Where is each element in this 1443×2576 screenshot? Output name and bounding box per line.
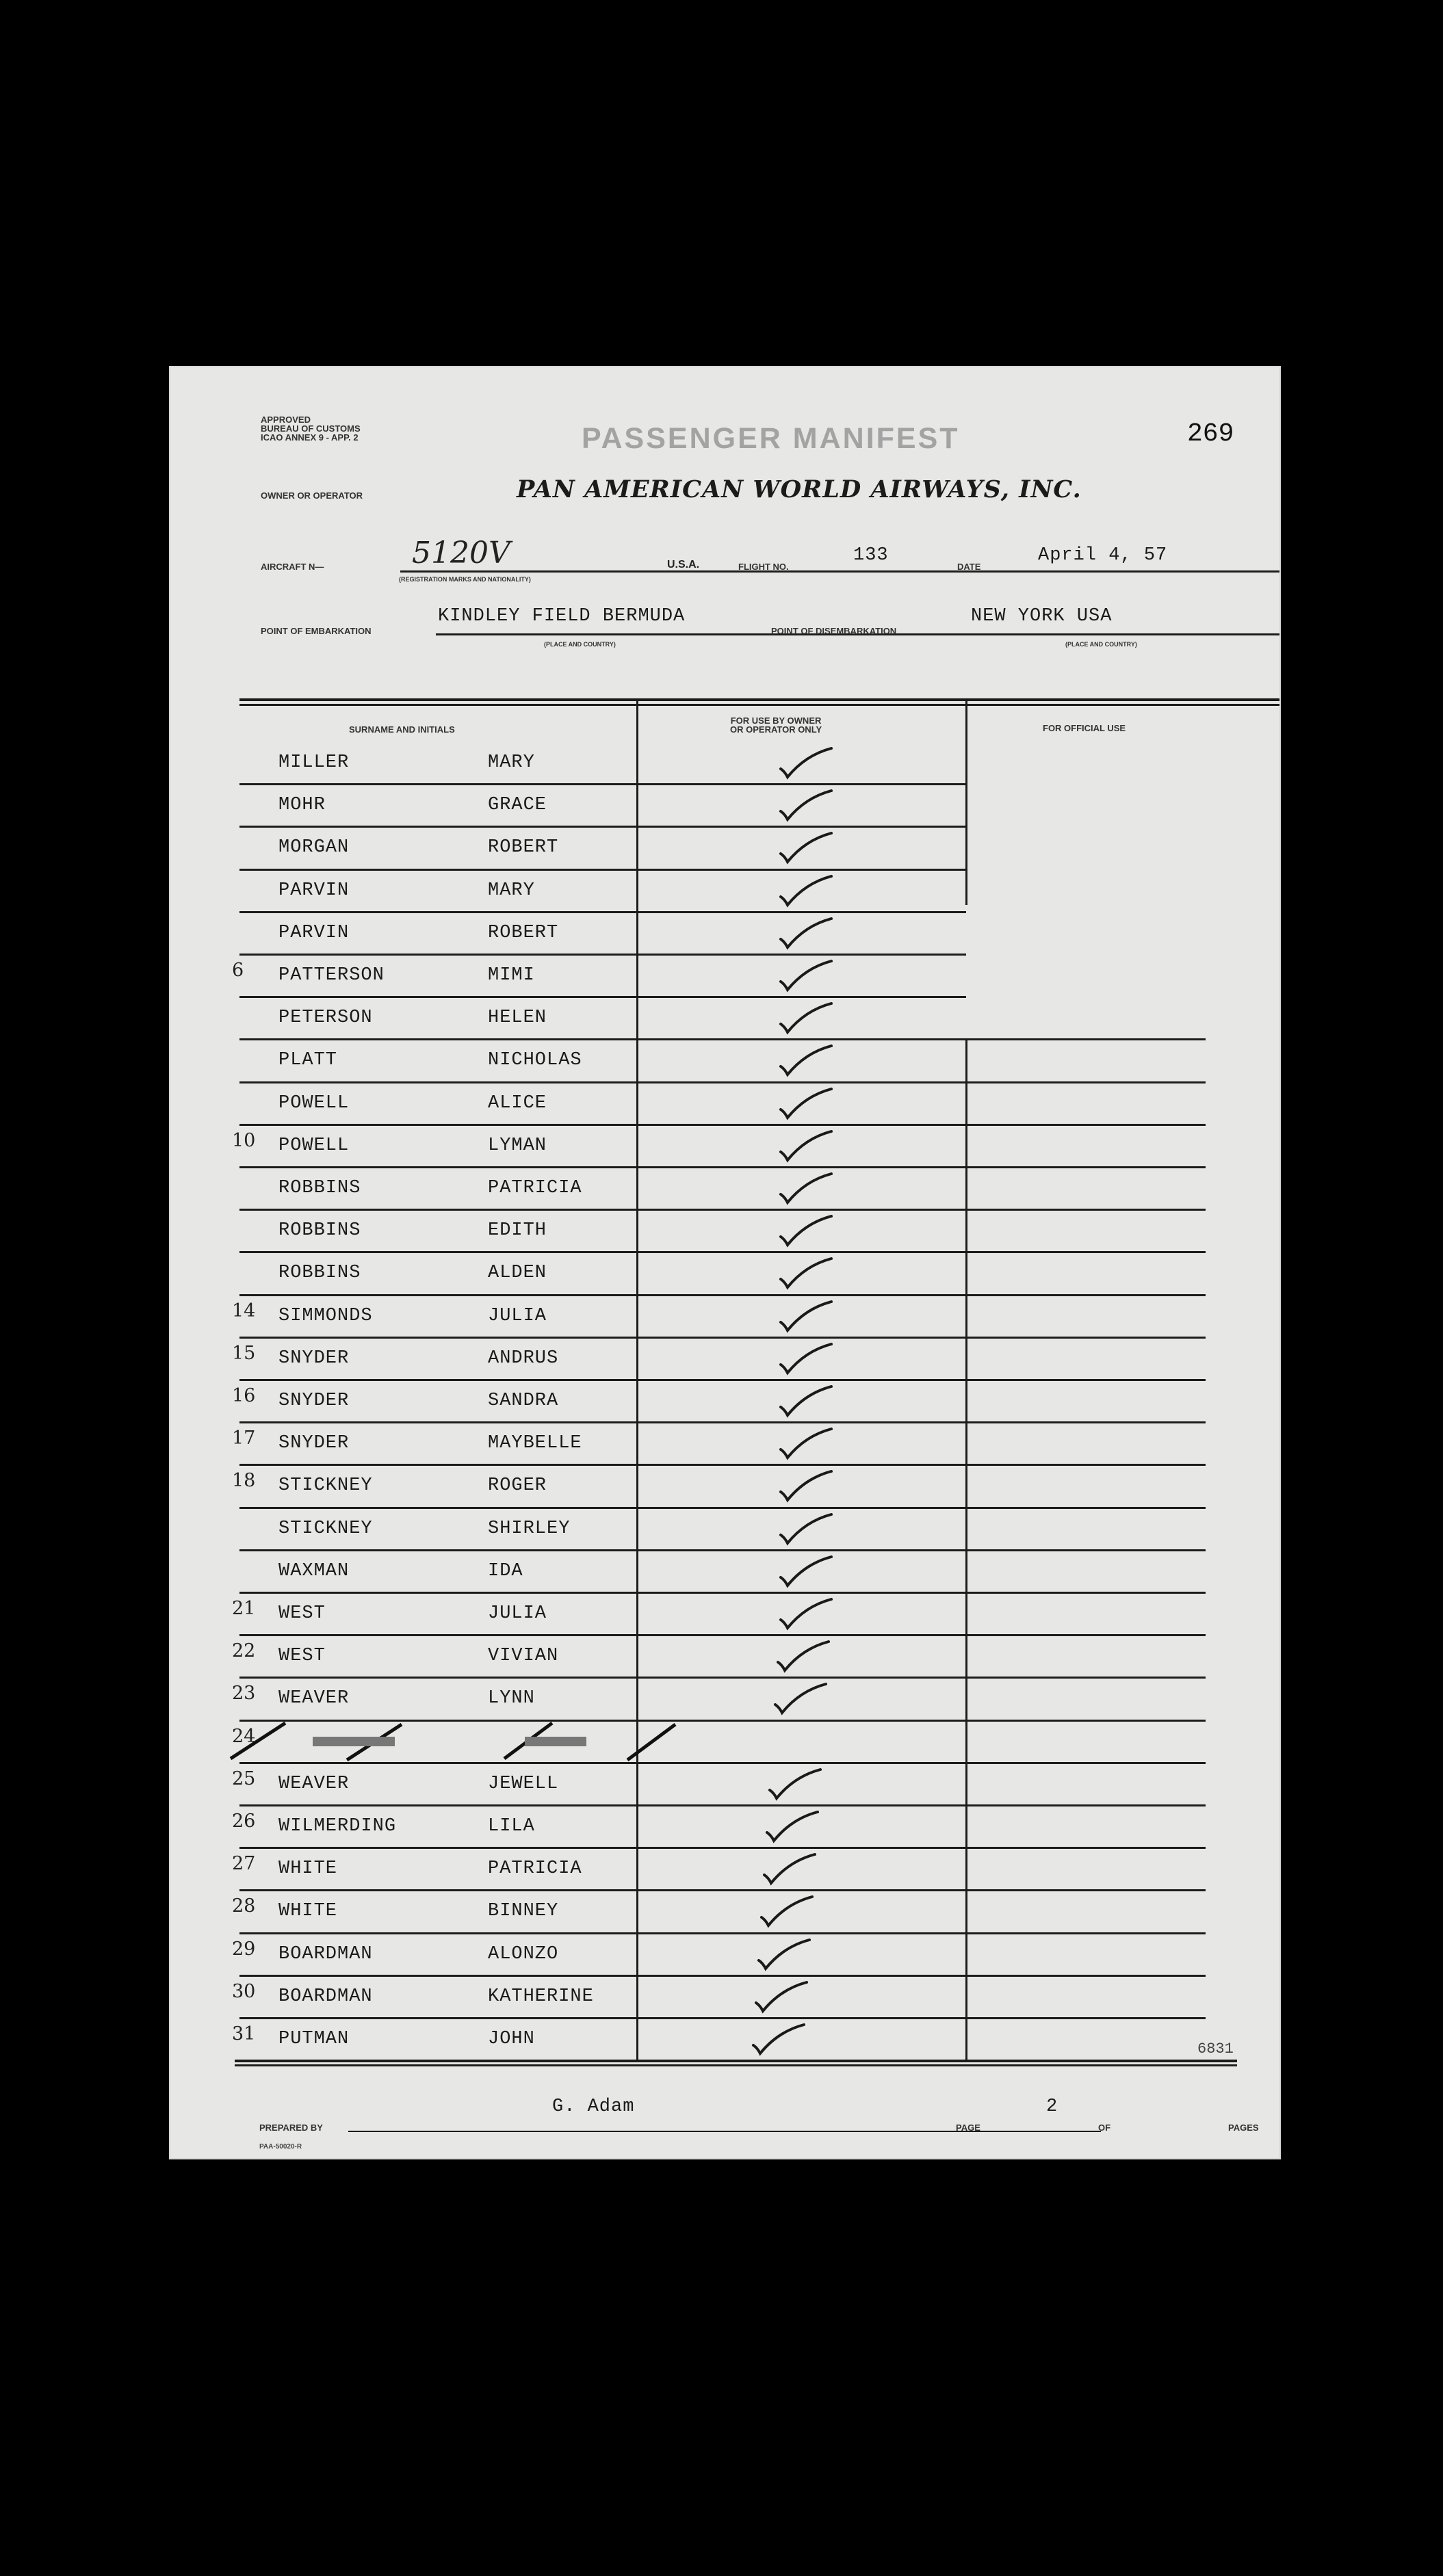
disembarkation-label: POINT OF DISEMBARKATION <box>771 626 897 636</box>
surname: PETERSON <box>278 1008 373 1029</box>
surname: MILLER <box>278 752 350 773</box>
prepared-label: PREPARED BY <box>259 2122 323 2133</box>
given-name: NICHOLAS <box>488 1050 582 1071</box>
given-name: MIMI <box>488 965 535 986</box>
row-number: 23 <box>232 1683 256 1705</box>
surname: WEAVER <box>278 1773 350 1794</box>
passenger-row <box>169 871 1281 913</box>
passenger-row <box>169 1636 1281 1679</box>
of-label: OF <box>1098 2122 1111 2133</box>
passenger-row <box>169 1764 1281 1806</box>
aircraft-suffix: U.S.A. <box>667 559 700 570</box>
surname: WEST <box>278 1646 326 1667</box>
surname: MORGAN <box>278 837 350 858</box>
surname: SNYDER <box>278 1433 350 1454</box>
flight-value: 133 <box>853 545 889 566</box>
passenger-row <box>169 1040 1281 1083</box>
given-name: JOHN <box>488 2029 535 2049</box>
surname: WEST <box>278 1603 326 1624</box>
page-label: PAGE <box>956 2122 980 2133</box>
check-mark <box>759 1894 820 1928</box>
prepared-value: G. Adam <box>552 2097 635 2117</box>
date-label: DATE <box>957 562 981 572</box>
passenger-row <box>169 1211 1281 1253</box>
check-mark <box>778 1001 840 1035</box>
given-name: LILA <box>488 1816 535 1837</box>
passenger-row <box>169 2019 1281 2062</box>
check-mark <box>778 1043 840 1077</box>
approval-line: BUREAU OF CUSTOMS <box>261 423 361 434</box>
passenger-row <box>169 1126 1281 1168</box>
surname: ROBBINS <box>278 1220 361 1241</box>
passenger-row <box>169 1722 1281 1764</box>
surname: PLATT <box>278 1050 338 1071</box>
row-number: 29 <box>232 1938 256 1960</box>
given-name: ROGER <box>488 1475 547 1497</box>
given-name: MAYBELLE <box>488 1433 582 1454</box>
check-mark <box>778 1512 840 1546</box>
corner-note: 6831 <box>1197 2040 1234 2058</box>
row-number: 14 <box>232 1300 256 1322</box>
surname: SNYDER <box>278 1391 350 1411</box>
row-number: 27 <box>232 1853 256 1875</box>
row-number: 28 <box>232 1895 256 1917</box>
row-number: 15 <box>232 1342 256 1364</box>
given-name: HELEN <box>488 1008 547 1029</box>
given-name: ALICE <box>488 1092 547 1114</box>
given-name: SANDRA <box>488 1391 559 1411</box>
surname: WHITE <box>278 1901 338 1922</box>
check-mark <box>751 2022 812 2056</box>
check-mark <box>778 1426 840 1460</box>
surname: STICKNEY <box>278 1518 373 1539</box>
embarkation-value: KINDLEY FIELD BERMUDA <box>438 606 686 627</box>
check-mark <box>772 1681 834 1716</box>
passenger-row <box>169 1296 1281 1339</box>
approval-line: ICAO ANNEX 9 - APP. 2 <box>261 432 359 443</box>
given-name: KATHERINE <box>488 1986 594 2007</box>
disembarkation-caption: (PLACE AND COUNTRY) <box>1065 641 1137 648</box>
row-number: 17 <box>232 1428 256 1449</box>
aircraft-caption: (REGISTRATION MARKS AND NATIONALITY) <box>399 576 531 583</box>
owner-label: OWNER OR OPERATOR <box>261 490 363 501</box>
check-mark <box>778 1596 840 1631</box>
embarkation-label: POINT OF EMBARKATION <box>261 626 372 636</box>
check-mark <box>778 1469 840 1503</box>
date-value: April 4, 57 <box>1038 545 1168 566</box>
passenger-row <box>169 1083 1281 1126</box>
form-code: PAA-50020-R <box>259 2143 302 2151</box>
surname: BOARDMAN <box>278 1943 373 1964</box>
col-header-owner-line: FOR USE BY OWNER <box>730 715 822 726</box>
passenger-row <box>169 1253 1281 1296</box>
check-mark <box>778 916 840 950</box>
row-number: 18 <box>232 1470 256 1492</box>
col-header-official: FOR OFFICIAL USE <box>1043 723 1126 733</box>
given-name: MARY <box>488 752 535 773</box>
check-mark <box>778 1384 840 1418</box>
given-name: IDA <box>488 1560 523 1581</box>
given-name: LYNN <box>488 1688 535 1709</box>
passenger-row <box>169 785 1281 828</box>
passenger-row <box>169 998 1281 1040</box>
passenger-row <box>169 1168 1281 1211</box>
passenger-row <box>169 1339 1281 1381</box>
row-number: 10 <box>232 1129 256 1151</box>
flight-label: FLIGHT NO. <box>738 562 789 572</box>
check-mark <box>778 788 840 822</box>
given-name: VIVIAN <box>488 1646 559 1667</box>
surname: SIMMONDS <box>278 1305 373 1326</box>
given-name: ALONZO <box>488 1943 559 1964</box>
passenger-row <box>169 1551 1281 1594</box>
given-name: ALDEN <box>488 1263 547 1284</box>
check-mark <box>778 1256 840 1290</box>
passenger-row <box>169 1849 1281 1891</box>
given-name: ANDRUS <box>488 1348 559 1369</box>
row-number: 24 <box>232 1725 256 1747</box>
check-mark <box>762 1852 823 1886</box>
given-name: LYMAN <box>488 1135 547 1156</box>
surname: PUTMAN <box>278 2029 350 2049</box>
check-mark <box>778 958 840 993</box>
given-name: GRACE <box>488 795 547 816</box>
embarkation-caption: (PLACE AND COUNTRY) <box>544 641 616 648</box>
passenger-row <box>169 743 1281 785</box>
given-name: PATRICIA <box>488 1178 582 1198</box>
check-mark <box>778 1554 840 1588</box>
surname: ROBBINS <box>278 1178 361 1198</box>
given-name: EDITH <box>488 1220 547 1241</box>
check-mark <box>756 1937 818 1971</box>
surname: WEAVER <box>278 1688 350 1709</box>
row-number: 25 <box>232 1767 256 1789</box>
passenger-row <box>169 1806 1281 1849</box>
given-name: JULIA <box>488 1305 547 1326</box>
check-mark <box>775 1639 837 1673</box>
form-title: PASSENGER MANIFEST <box>582 422 960 455</box>
surname: ROBBINS <box>278 1263 361 1284</box>
passenger-row <box>169 1891 1281 1934</box>
check-mark <box>778 1299 840 1333</box>
row-number: 21 <box>232 1598 256 1619</box>
row-number: 30 <box>232 1980 256 2002</box>
col-header-owner-line: OR OPERATOR ONLY <box>730 724 822 735</box>
disembarkation-value: NEW YORK USA <box>971 606 1113 627</box>
check-mark <box>778 1213 840 1248</box>
passenger-row <box>169 1381 1281 1423</box>
passenger-row <box>169 1423 1281 1466</box>
row-number: 26 <box>232 1811 256 1832</box>
passenger-row <box>169 1466 1281 1508</box>
given-name: JULIA <box>488 1603 547 1624</box>
surname: WAXMAN <box>278 1560 350 1581</box>
given-name: ROBERT <box>488 922 559 943</box>
passenger-row <box>169 1977 1281 2019</box>
surname: PARVIN <box>278 880 350 901</box>
row-number: 31 <box>232 2023 256 2045</box>
passenger-row <box>169 828 1281 870</box>
row-number: 22 <box>232 1640 256 1662</box>
surname: STICKNEY <box>278 1475 373 1497</box>
page-number: 269 <box>1187 419 1234 449</box>
check-mark <box>753 1980 815 2014</box>
surname: PARVIN <box>278 922 350 943</box>
check-mark <box>767 1767 829 1801</box>
col-header-owner <box>730 716 822 734</box>
passenger-row <box>169 1509 1281 1551</box>
check-mark <box>778 1129 840 1163</box>
aircraft-value: 5120V <box>412 536 510 570</box>
page-value: 2 <box>1046 2097 1058 2117</box>
check-mark <box>778 1171 840 1205</box>
given-name: ROBERT <box>488 837 559 858</box>
surname: POWELL <box>278 1135 350 1156</box>
approval-line: APPROVED <box>261 415 311 425</box>
surname: WHITE <box>278 1858 338 1880</box>
check-mark <box>778 830 840 865</box>
surname: POWELL <box>278 1092 350 1114</box>
passenger-row <box>169 913 1281 956</box>
surname: PATTERSON <box>278 965 385 986</box>
airline-name: PAN AMERICAN WORLD AIRWAYS, INC. <box>517 475 1082 503</box>
given-name: SHIRLEY <box>488 1518 571 1539</box>
given-name: JEWELL <box>488 1773 559 1794</box>
check-mark <box>778 873 840 908</box>
given-name: PATRICIA <box>488 1858 582 1880</box>
strike-marks <box>224 1718 689 1765</box>
approval-block <box>261 415 361 442</box>
passenger-row <box>169 1594 1281 1636</box>
check-mark <box>778 1341 840 1376</box>
passenger-row <box>169 1679 1281 1721</box>
check-mark <box>778 746 840 780</box>
aircraft-label: AIRCRAFT N— <box>261 562 324 572</box>
check-mark <box>764 1809 826 1843</box>
given-name: MARY <box>488 880 535 901</box>
surname: WILMERDING <box>278 1816 397 1837</box>
surname: MOHR <box>278 795 326 816</box>
pages-label: PAGES <box>1228 2122 1259 2133</box>
row-number: 6 <box>232 960 244 981</box>
col-header-names: SURNAME AND INITIALS <box>349 724 455 735</box>
row-number: 16 <box>232 1385 256 1406</box>
surname: SNYDER <box>278 1348 350 1369</box>
check-mark <box>778 1086 840 1120</box>
surname: BOARDMAN <box>278 1986 373 2007</box>
passenger-row <box>169 1934 1281 1977</box>
manifest-sheet <box>169 366 1281 2159</box>
passenger-row <box>169 956 1281 998</box>
given-name: BINNEY <box>488 1901 559 1922</box>
